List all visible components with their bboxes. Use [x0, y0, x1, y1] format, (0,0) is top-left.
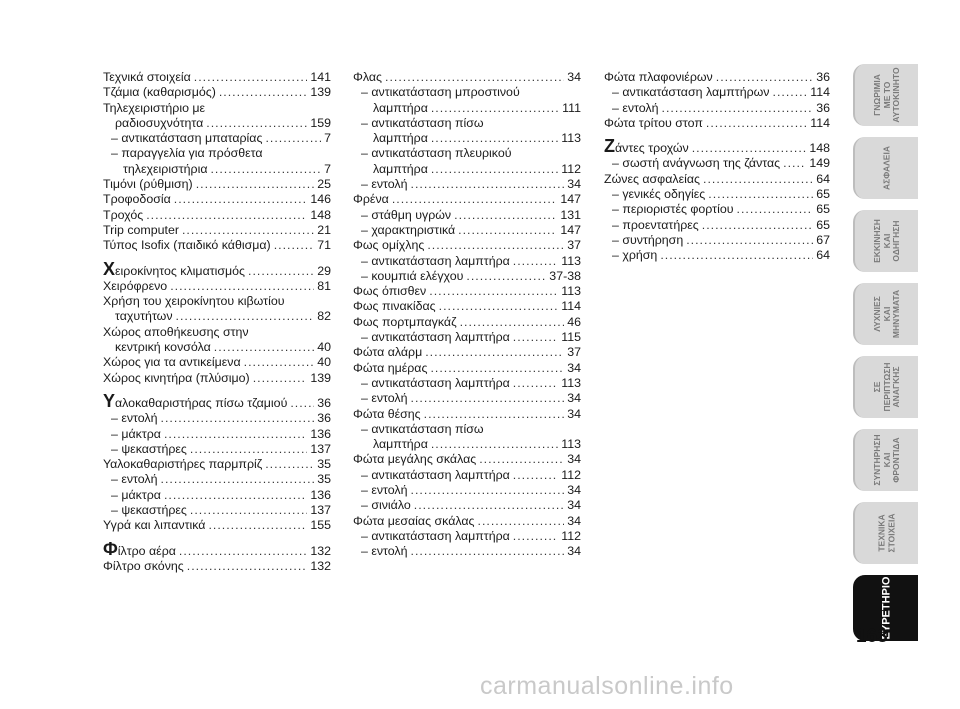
index-entry: Φλας ..... 34 — [353, 70, 581, 85]
index-entry: Υγρά και λιπαντικά ..... 155 — [103, 518, 331, 533]
index-subentry: – αντικατάσταση λαμπτήρα ..... 112 — [353, 468, 581, 483]
section-letter: Χ — [103, 258, 116, 279]
index-entry: Τύπος Isofix (παιδικό κάθισμα) ..... 71 — [103, 238, 331, 253]
index-subentry: – κουμπιά ελέγχου ..... 37-38 — [353, 269, 581, 284]
watermark: carmanualsonline.info — [480, 672, 734, 700]
index-subentry: – ψεκαστήρες ..... 137 — [103, 503, 331, 518]
index-entry: Φως ομίχλης ..... 37 — [353, 238, 581, 253]
index-entry: Trip computer ..... 21 — [103, 223, 331, 238]
index-subentry: λαμπτήρα ..... 111 — [353, 101, 581, 116]
section-letter: Φ — [103, 538, 118, 559]
index-subentry: – χαρακτηριστικά ..... 147 — [353, 223, 581, 238]
index-entry: Τεχνικά στοιχεία ..... 141 — [103, 70, 331, 85]
index-subentry: – σωστή ανάγνωση της ζάντας ..... 149 — [604, 156, 830, 171]
index-subentry: λαμπτήρα ..... 113 — [353, 131, 581, 146]
index-subentry: – εντολή ..... 34 — [353, 544, 581, 559]
index-subentry: – στάθμη υγρών ..... 131 — [353, 208, 581, 223]
tab-getting-to-know[interactable]: ΓΝΩΡΙΜΙΑ ΜΕ ΤΟ ΑΥΤΟΚΙΝΗΤΟ — [853, 64, 918, 126]
index-entry-line: – παραγγελία για πρόσθετα — [111, 146, 263, 161]
index-entry-line: Τηλεχειριστήριο με — [103, 100, 206, 115]
section-letter: Υ — [103, 390, 116, 411]
index-entry-line: – αντικατάσταση μπροστινού — [361, 85, 520, 100]
section-tabs — [853, 64, 918, 652]
tab-safety[interactable]: ΑΣΦΑΛΕΙΑ — [853, 137, 918, 199]
index-entry: Ζώνες ασφαλείας ..... 64 — [604, 172, 830, 187]
index-entry: Τροχός ..... 148 — [103, 208, 331, 223]
page-number: 163 — [856, 626, 888, 647]
index-entry: Χώρος για τα αντικείμενα ..... 40 — [103, 355, 331, 370]
index-entry-line: – αντικατάσταση πίσω — [361, 115, 484, 130]
index-entry: ταχυτήτων ..... 82 — [103, 309, 331, 324]
index-entry: Χειρόφρενο ..... 81 — [103, 279, 331, 294]
index-entry: Φώτα μεσαίας σκάλας ..... 34 — [353, 514, 581, 529]
index-subentry: – μάκτρα ..... 136 — [103, 488, 331, 503]
tab-warning-lights[interactable]: ΛΥΧΝΙΕΣ ΚΑΙ ΜΗΝΥΜΑΤΑ — [853, 283, 918, 345]
index-entry: Φίλτρο αέρα ..... 132 — [103, 543, 331, 559]
index-entry: ραδιοσυχνότητα ..... 159 — [103, 116, 331, 131]
index-subentry: – προεντατήρες ..... 65 — [604, 218, 830, 233]
index-entry: Τιμόνι (ρύθμιση) ..... 25 — [103, 177, 331, 192]
section-letter: Ζ — [604, 136, 615, 157]
index-subentry: λαμπτήρα ..... 112 — [353, 162, 581, 177]
index-entry: Φως πορτμπαγκάζ ..... 46 — [353, 315, 581, 330]
index-subentry: – αντικατάσταση λαμπτήρα ..... 113 — [353, 376, 581, 391]
index-subentry: – γενικές οδηγίες ..... 65 — [604, 187, 830, 202]
index-subentry: – αντικατάσταση λαμπτήρα ..... 113 — [353, 254, 581, 269]
index-entry: Φώτα πλαφονιέρων ..... 36 — [604, 70, 830, 85]
index-entry: Χειροκίνητος κλιματισμός ..... 29 — [103, 263, 331, 279]
tab-technical-data[interactable]: ΤΕΧΝΙΚΑ ΣΤΟΙΧΕΙΑ — [853, 502, 918, 564]
index-subentry: – αντικατάσταση λαμπτήρα ..... 112 — [353, 529, 581, 544]
index-entry-line: Χρήση του χειροκίνητου κιβωτίου — [103, 294, 285, 309]
index-entry: Υαλοκαθαριστήρες παρμπρίζ ..... 35 — [103, 457, 331, 472]
index-entry: Φως πινακίδας ..... 114 — [353, 299, 581, 314]
index-subentry: – εντολή ..... 34 — [353, 483, 581, 498]
index-column-2 — [353, 70, 581, 560]
index-entry: Φώτα αλάρμ ..... 37 — [353, 345, 581, 360]
tab-index[interactable]: ΕΥΡΕΤΗΡΙΟ — [853, 575, 918, 641]
index-entry: Υαλοκαθαριστήρας πίσω τζαμιού ..... 36 — [103, 395, 331, 411]
tab-maintenance[interactable]: ΣΥΝΤΗΡΗΣΗ ΚΑΙ ΦΡΟΝΤΙΔΑ — [853, 429, 918, 491]
index-entry: Φώτα ημέρας ..... 34 — [353, 361, 581, 376]
index-entry: κεντρική κονσόλα ..... 40 — [103, 340, 331, 355]
index-entry: Φώτα θέσης ..... 34 — [353, 407, 581, 422]
index-entry: Φρένα ..... 147 — [353, 192, 581, 207]
index-entry: Ζάντες τροχών ..... 148 — [604, 140, 830, 156]
index-subentry: – σινιάλο ..... 34 — [353, 498, 581, 513]
tab-starting-driving[interactable]: ΕΚΚΙΝΗΣΗ ΚΑΙ ΟΔΗΓΗΣΗ — [853, 210, 918, 272]
index-subentry: – εντολή ..... 36 — [103, 411, 331, 426]
index-subentry: – αντικατάσταση μπαταρίας ..... 7 — [103, 131, 331, 146]
index-subentry: – εντολή ..... 34 — [353, 177, 581, 192]
index-subentry: τηλεχειριστήρια ..... 7 — [103, 162, 331, 177]
index-entry: Τροφοδοσία ..... 146 — [103, 192, 331, 207]
index-subentry: – εντολή ..... 36 — [604, 101, 830, 116]
index-entry: Φώτα μεγάλης σκάλας ..... 34 — [353, 452, 581, 467]
index-entry-line: – αντικατάσταση πλευρικού — [361, 146, 512, 161]
index-subentry: λαμπτήρα ..... 113 — [353, 437, 581, 452]
index-entry-line: – αντικατάσταση πίσω — [361, 421, 484, 436]
index-subentry: – εντολή ..... 34 — [353, 391, 581, 406]
index-subentry: – χρήση ..... 64 — [604, 248, 830, 263]
index-entry: Φίλτρο σκόνης ..... 132 — [103, 559, 331, 574]
index-column-1 — [103, 70, 331, 574]
index-entry: Τζάμια (καθαρισμός) ..... 139 — [103, 85, 331, 100]
index-entry: Χώρος κινητήρα (πλύσιμο) ..... 139 — [103, 371, 331, 386]
index-entry-line: Χώρος αποθήκευσης στην — [103, 324, 249, 339]
index-subentry: – εντολή ..... 35 — [103, 472, 331, 487]
index-subentry: – συντήρηση ..... 67 — [604, 233, 830, 248]
index-column-3 — [604, 70, 830, 264]
index-subentry: – αντικατάσταση λαμπτήρα ..... 115 — [353, 330, 581, 345]
index-subentry: – αντικατάσταση λαμπτήρων ..... 114 — [604, 85, 830, 100]
tab-emergency[interactable]: ΣΕ ΠΕΡΙΠΤΩΣΗ ΑΝΑΓΚΗΣ — [853, 356, 918, 418]
index-subentry: – ψεκαστήρες ..... 137 — [103, 442, 331, 457]
index-entry: Φως όπισθεν ..... 113 — [353, 284, 581, 299]
index-subentry: – περιοριστές φορτίου ..... 65 — [604, 202, 830, 217]
index-subentry: – μάκτρα ..... 136 — [103, 427, 331, 442]
index-entry: Φώτα τρίτου στοπ ..... 114 — [604, 116, 830, 131]
